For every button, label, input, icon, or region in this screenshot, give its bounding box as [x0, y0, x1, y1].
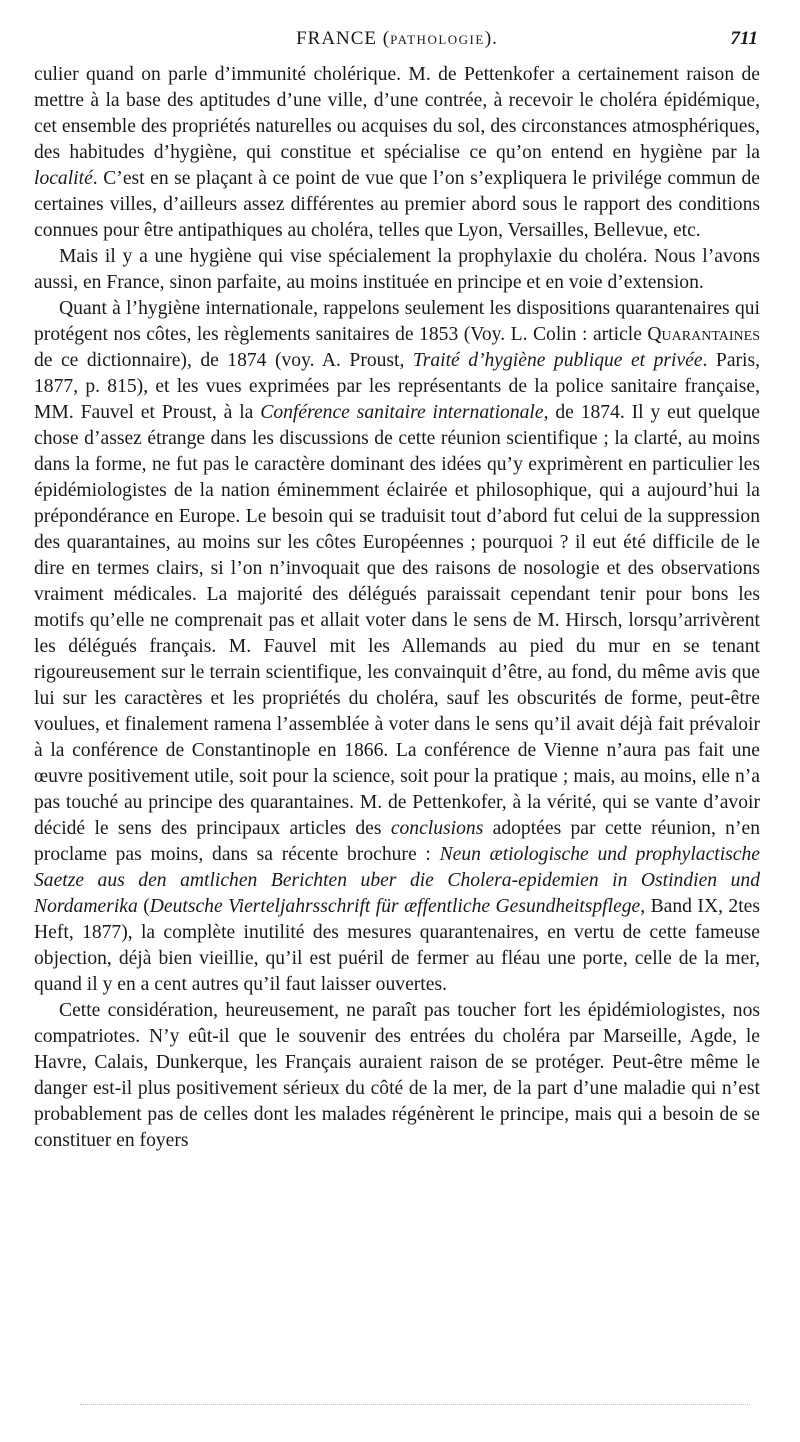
- page-number: 711: [730, 28, 758, 49]
- footer-dotted-rule: [80, 1404, 750, 1405]
- italic-run: localité: [34, 168, 93, 189]
- running-title-close: ).: [484, 28, 498, 49]
- text-run: . C’est en se plaçant à ce point de vue que l’on s’expliquera le privilége commun de certaines villes, d’ailleurs assez différentes au premier abord sous le rapport des conditions connues pour être antipathiques au choléra, telles que Lyon, Versailles, Bellevue, etc.: [34, 168, 760, 241]
- italic-run: conclusions: [390, 818, 484, 839]
- body-text: [34, 62, 760, 1154]
- text-run: Quant à l’hygiène internationale, rappelons seulement les dispositions quarantenaires qui protégent nos côtes, les règlements sanitaires de 1853 (Voy. L. Colin : article: [34, 298, 760, 345]
- running-title-small-caps: PATHOLOGIE: [390, 32, 485, 47]
- text-run: culier quand on parle d’immunité cholérique. M. de Pettenkofer a certainement raison de mettre à la base des aptitudes d’une ville, d’une contrée, à recevoir le choléra épidémique, cet ensemble des propriétés naturelles ou acquises du sol, des circonstances atmosphériques, des habitudes d’hygiène, qui constitue et spécialise ce qu’on entend en hygiène par la: [34, 64, 760, 163]
- italic-run: Deutsche Vierteljahrsschrift für æffentliche Gesundheitspflege: [149, 896, 641, 917]
- paragraph-4: Cette considération, heureusement, ne paraît pas toucher fort les épidémiologistes, nos compatriotes. N’y eût-il que le souvenir des entrées du choléra par Marseille, Agde, le Havre, Calais, Dunkerque, les Français auraient raison de se protéger. Peut-être même le danger est-il plus positivement sérieux du côté de la mer, de la part d’une maladie qui n’est probablement pas de celles dont les malades régénèrent le principe, mais qui a besoin de se constituer en foyers: [34, 1000, 760, 1151]
- page-header: [34, 28, 760, 56]
- text-run: adoptées par cette réunion, n’en proclame pas moins, dans sa récente brochure :: [34, 818, 761, 865]
- paragraph-1: [34, 62, 760, 244]
- italic-run: Traité d’hygiène publique et privée: [412, 350, 703, 371]
- paragraph-2: Mais il y a une hygiène qui vise spécialement la prophylaxie du choléra. Nous l’avons aussi, en France, sinon parfaite, au moins instituée en principe et en voie d’extension.: [34, 246, 760, 293]
- text-run: (: [137, 896, 150, 917]
- running-title-main: FRANCE (: [296, 28, 391, 49]
- paragraph-3: [34, 296, 760, 998]
- italic-run: Conférence sanitaire internationale: [260, 402, 544, 423]
- running-title: [34, 28, 760, 50]
- text-run: . Paris, 1877, p. 815), et les vues exprimées par les représentants de la police sanitaire française, MM. Fauvel et Proust, à la: [34, 350, 761, 423]
- text-run: de ce dictionnaire), de 1874 (voy. A. Proust,: [34, 350, 413, 371]
- text-run: , de 1874. Il y eut quelque chose d’assez étrange dans les discussions de cette réunion scientifique ; la clarté, au moins dans la forme, ne fut pas le caractère dominant des idées qu’y exprimèrent en particulier les épidémiologistes de la nation éminemment éclairée et philosophique, qui a aujourd’hui la prépondérance en Europe. Le besoin qui se traduisit tout d’abord fut celui de la suppression des quarantaines, au moins sur les côtes Européennes ; pourquoi ? il eut été difficile de le dire en termes clairs, si l’on n’invoquait que des raisons de nosologie et des observations vraiment médicales. La majorité des délégués paraissait cependant tenir pour bons les motifs qu’elle ne comprenait pas et allait voter dans le sens de M. Hirsch, lorsqu’arrivèrent les délégués français. M. Fauvel mit les Allemands au pied du mur en se tenant rigoureusement sur le terrain scientifique, les convainquit d’être, au fond, du même avis que lui sur les caractères et les propriétés du choléra, sauf les obscurités de forme, peut-être voulues, et finalement ramena l’assemblée à voter dans le sens qu’il avait déjà fait prévaloir à la conférence de Constantinople en 1866. La conférence de Vienne n’aura pas fait une œuvre positivement utile, soit pour la science, soit pour la pratique ; mais, au moins, elle n’a pas touché au principe des quarantaines. M. de Pettenkofer, à la vérité, qui se vante d’avoir décidé le sens des principaux articles des: [34, 402, 760, 839]
- text-run: , Band IX, 2tes Heft, 1877), la complète inutilité des mesures quarantenaires, en vertu de cette fameuse objection, déjà bien vieillie, qu’il est puéril de fermer au fléau une porte, celle de la mer, quand il y en a cent autres qu’il faut laisser ouvertes.: [34, 896, 760, 995]
- small-caps-run: Quarantaines: [647, 324, 760, 345]
- italic-run: Neun ætiologische und prophylactische Saetze aus den amtlichen Berichten uber die Cholera-epidemien in Ostindien und Nordamerika: [34, 844, 760, 917]
